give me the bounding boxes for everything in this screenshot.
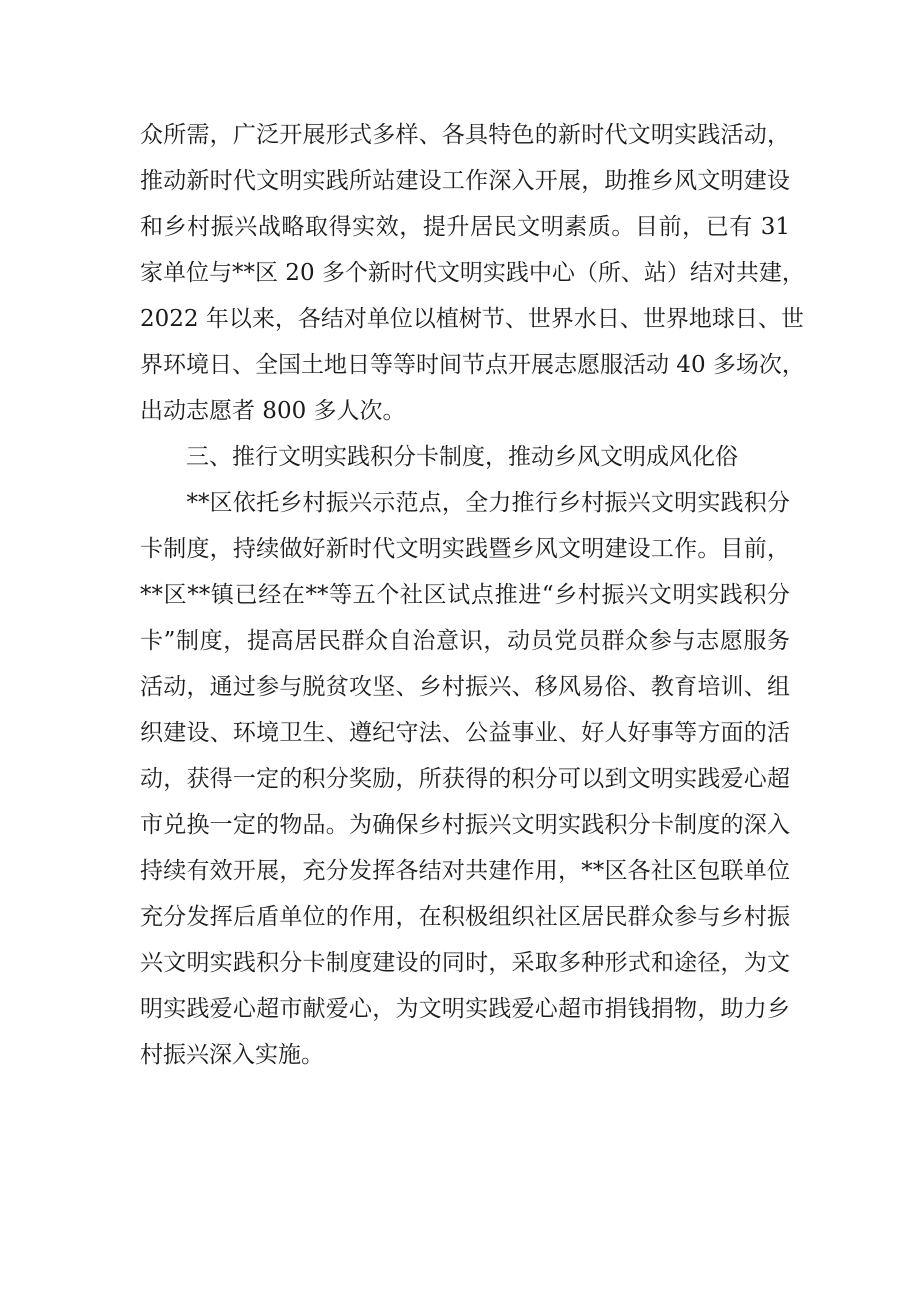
text-line: 和乡村振兴战略取得实效，提升居民文明素质。目前，已有 31 bbox=[140, 214, 790, 240]
text-line: 充分发挥后盾单位的作用，在积极组织社区居民群众参与乡村振 bbox=[140, 904, 790, 930]
text-line: 村振兴深入实施。 bbox=[140, 1042, 324, 1068]
text-line: 出动志愿者 800 多人次。 bbox=[140, 398, 406, 424]
text-line: **区依托乡村振兴示范点，全力推行乡村振兴文明实践积分 bbox=[140, 490, 790, 516]
text-line: 界环境日、全国土地日等等时间节点开展志愿服活动 40 多场次， bbox=[140, 352, 805, 378]
section-heading: 三、推行文明实践积分卡制度，推动乡风文明成风化俗 bbox=[140, 444, 738, 470]
text-line: 织建设、环境卫生、遵纪守法、公益事业、好人好事等方面的活 bbox=[140, 720, 790, 746]
body-text bbox=[140, 112, 805, 1078]
text-line: 家单位与**区 20 多个新时代文明实践中心（所、站）结对共建， bbox=[140, 260, 805, 286]
text-line: 市兑换一定的物品。为确保乡村振兴文明实践积分卡制度的深入 bbox=[140, 812, 790, 838]
text-line: 众所需，广泛开展形式多样、各具特色的新时代文明实践活动， bbox=[140, 122, 790, 148]
text-line: 卡制度，持续做好新时代文明实践暨乡风文明建设工作。目前， bbox=[140, 536, 790, 562]
text-line: 持续有效开展，充分发挥各结对共建作用，**区各社区包联单位 bbox=[140, 858, 790, 884]
text-line: 卡”制度，提高居民群众自治意识，动员党员群众参与志愿服务 bbox=[140, 628, 790, 654]
text-line: 动，获得一定的积分奖励，所获得的积分可以到文明实践爱心超 bbox=[140, 766, 790, 792]
text-line: 2022 年以来，各结对单位以植树节、世界水日、世界地球日、世 bbox=[140, 306, 804, 332]
text-line: 推动新时代文明实践所站建设工作深入开展，助推乡风文明建设 bbox=[140, 168, 790, 194]
text-line: 兴文明实践积分卡制度建设的同时，采取多种形式和途径，为文 bbox=[140, 950, 790, 976]
text-line: 明实践爱心超市献爱心，为文明实践爱心超市捐钱捐物，助力乡 bbox=[140, 996, 790, 1022]
text-line: 活动，通过参与脱贫攻坚、乡村振兴、移风易俗、教育培训、组 bbox=[140, 674, 790, 700]
text-line: **区**镇已经在**等五个社区试点推进“乡村振兴文明实践积分 bbox=[140, 582, 790, 608]
